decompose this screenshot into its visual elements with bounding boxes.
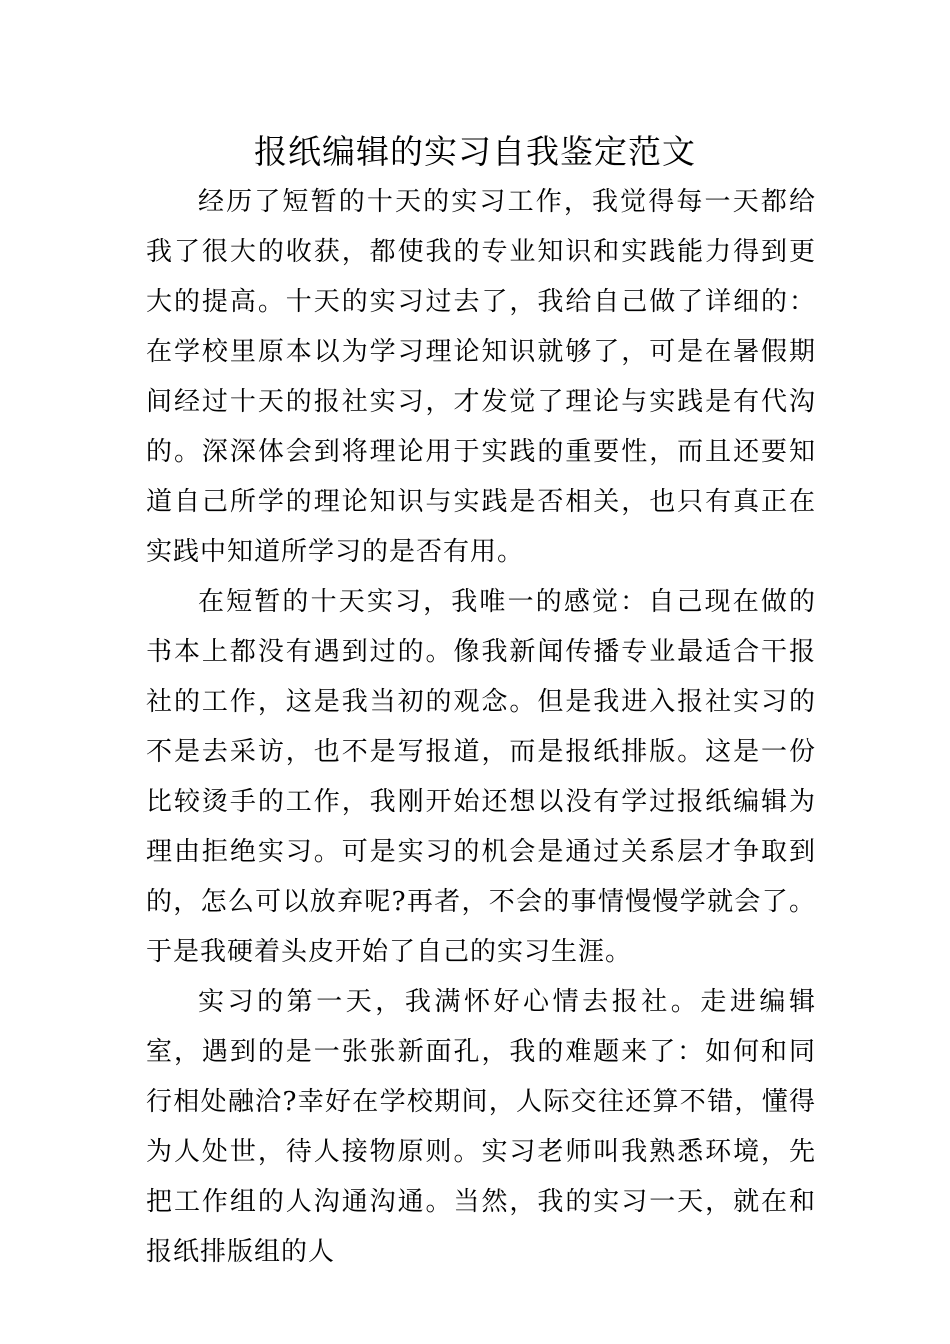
document-body xyxy=(146,177,816,1277)
paragraph-3: 实习的第一天，我满怀好心情去报社。走进编辑室，遇到的是一张张新面孔，我的难题来了：如何和同行相处融洽?幸好在学校期间，人际交往还算不错，懂得为人处世，待人接物原则。实习老师叫我熟悉环境，先把工作组的人沟通沟通。当然，我的实习一天，就在和报纸排版组的人 xyxy=(146,987,816,1267)
document-title: 报纸编辑的实习自我鉴定范文 xyxy=(254,132,696,171)
paragraph-2: 在短暂的十天实习，我唯一的感觉：自己现在做的书本上都没有遇到过的。像我新闻传播专业最适合干报社的工作，这是我当初的观念。但是我进入报社实习的不是去采访，也不是写报道，而是报纸排版。这是一份比较烫手的工作，我刚开始还想以没有学过报纸编辑为理由拒绝实习。可是实习的机会是通过关系层才争取到的，怎么可以放弃呢?再者，不会的事情慢慢学就会了。于是我硬着头皮开始了自己的实习生涯。 xyxy=(146,587,816,967)
paragraph-1: 经历了短暂的十天的实习工作，我觉得每一天都给我了很大的收获，都使我的专业知识和实践能力得到更大的提高。十天的实习过去了，我给自己做了详细的：在学校里原本以为学习理论知识就够了，可是在暑假期间经过十天的报社实习，才发觉了理论与实践是有代沟的。深深体会到将理论用于实践的重要性，而且还要知道自己所学的理论知识与实践是否相关，也只有真正在实践中知道所学习的是否有用。 xyxy=(146,187,816,567)
